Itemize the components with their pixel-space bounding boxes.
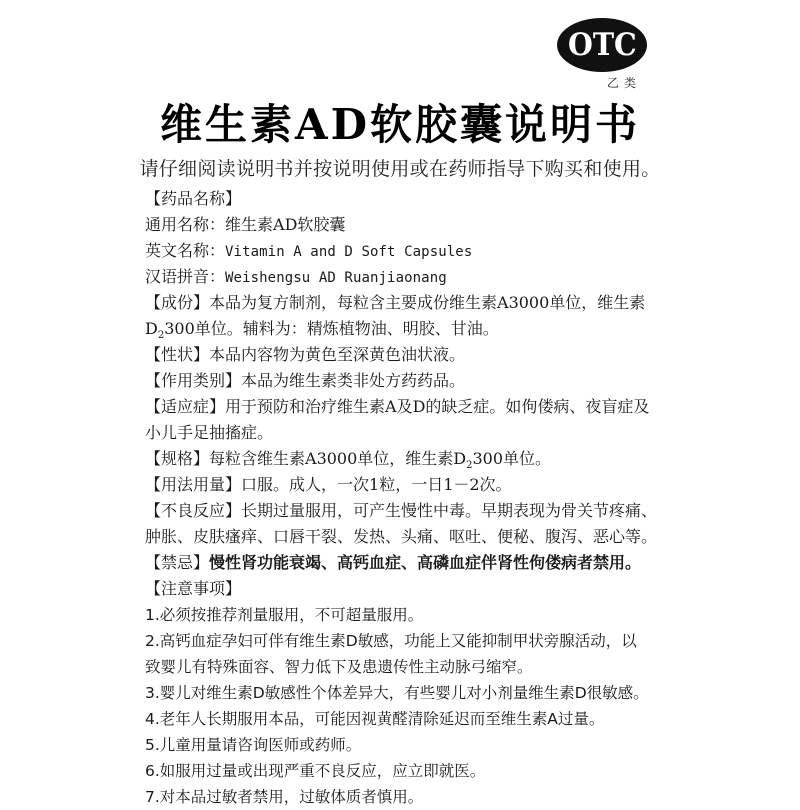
composition-label: 【成份】 — [145, 293, 210, 312]
specification-label: 【规格】 — [145, 449, 210, 468]
adverse-row — [145, 498, 675, 524]
contraindications-row — [145, 550, 675, 576]
indications-label: 【适应症】 — [145, 397, 226, 416]
appearance-text: 本品内容物为黄色至深黄色油状液。 — [209, 345, 466, 364]
drug-name-heading: 【药品名称】 — [145, 189, 242, 208]
common-name-value: 维生素AD软胶囊 — [225, 215, 346, 234]
category-text: 本品为维生素类非处方药药品。 — [241, 371, 466, 390]
precautions-heading-row — [145, 576, 675, 602]
specification-text: 每粒含维生素A3000单位，维生素D — [209, 449, 467, 468]
specification-subscript: 2 — [466, 460, 473, 472]
composition-text: 本品为复方制剂，每粒含主要成份维生素A3000单位，维生素 — [209, 293, 646, 312]
composition-d-subscript: 2 — [157, 330, 165, 342]
common-name-row — [145, 212, 675, 238]
precaution-item: 2.高钙血症孕妇可伴有维生素D敏感，功能上又能抑制甲状旁腺活动，以 — [145, 632, 637, 650]
reading-notice: 请仔细阅读说明书并按说明使用或在药师指导下购买和使用。 — [139, 158, 661, 180]
leaflet-body — [145, 186, 675, 810]
composition-text-2: 300单位。辅料为：精炼植物油、明胶、甘油。 — [164, 319, 499, 338]
adverse-row-2 — [145, 524, 675, 550]
specification-text-end: 300单位。 — [472, 449, 552, 468]
category-label: 【作用类别】 — [145, 371, 242, 390]
dosage-text: 口服。成人，一次1粒，一日1－2次。 — [241, 475, 512, 494]
dosage-row — [145, 472, 675, 498]
precautions-heading: 【注意事项】 — [145, 579, 242, 598]
adverse-text-2: 肿胀、皮肤瘙痒、口唇干裂、发热、头痛、呕吐、便秘、腹泻、恶心等。 — [145, 527, 658, 546]
pinyin-name-value: Weishengsu AD Ruanjiaonang — [225, 270, 447, 286]
precaution-item: 6.如服用过量或出现严重不良反应，应立即就医。 — [145, 762, 486, 780]
precaution-item: 5.儿童用量请咨询医师或药师。 — [145, 736, 362, 754]
adverse-label: 【不良反应】 — [145, 501, 242, 520]
category-row — [145, 368, 675, 394]
indications-row — [145, 394, 675, 420]
precaution-item: 7.对本品过敏者禁用，过敏体质者慎用。 — [145, 788, 424, 806]
precaution-item: 4.老年人长期服用本品，可能因视黄醛清除延迟而至维生素A过量。 — [145, 710, 605, 728]
composition-d-prefix: D — [145, 319, 158, 338]
specification-row — [145, 446, 675, 472]
composition-row-2 — [145, 316, 675, 342]
english-name-label: 英文名称： — [145, 241, 226, 260]
drug-name-section — [145, 186, 675, 212]
precaution-item: 1.必须按推荐剂量服用，不可超量服用。 — [145, 606, 424, 624]
otc-marking — [556, 18, 648, 94]
appearance-label: 【性状】 — [145, 345, 210, 364]
appearance-row — [145, 342, 675, 368]
indications-text: 用于预防和治疗维生素A及D的缺乏症。如佝偻病、夜盲症及 — [225, 397, 650, 416]
document-title: 维生素AD软胶囊说明书 — [159, 100, 640, 149]
adverse-text: 长期过量服用，可产生慢性中毒。早期表现为骨关节疼痛、 — [241, 501, 658, 520]
english-name-value: Vitamin A and D Soft Capsules — [225, 244, 473, 260]
contraindications-text: 慢性肾功能衰竭、高钙血症、高磷血症伴肾性佝偻病者禁用。 — [209, 553, 642, 572]
indications-text-2: 小儿手足抽搐症。 — [145, 423, 274, 442]
composition-row — [145, 290, 675, 316]
otc-classification: 乙类 — [606, 76, 641, 90]
english-name-row — [145, 238, 675, 264]
indications-row-2 — [145, 420, 675, 446]
common-name-label: 通用名称： — [145, 215, 226, 234]
pinyin-name-row — [145, 264, 675, 290]
dosage-label: 【用法用量】 — [145, 475, 242, 494]
contraindications-label: 【禁忌】 — [145, 553, 210, 572]
precaution-item: 致婴儿有特殊面容、智力低下及患遗传性主动脉弓缩窄。 — [145, 658, 533, 676]
pinyin-name-label: 汉语拼音： — [145, 267, 226, 286]
precaution-item: 3.婴儿对维生素D敏感性个体差异大，有些婴儿对小剂量维生素D很敏感。 — [145, 684, 649, 702]
otc-badge-text: OTC — [567, 27, 637, 63]
otc-badge — [557, 18, 647, 72]
